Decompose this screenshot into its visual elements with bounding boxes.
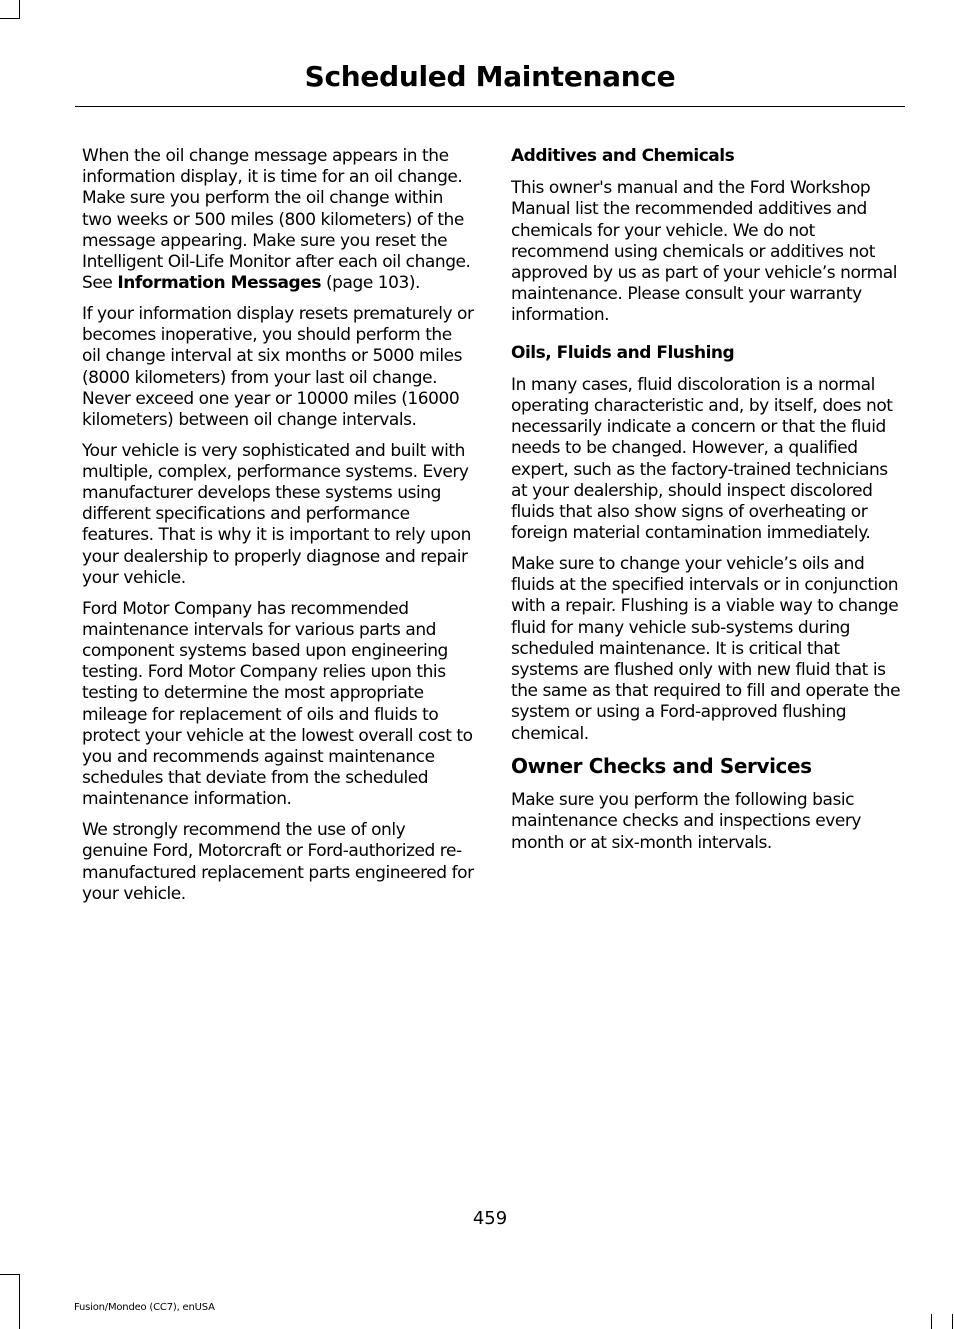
header-divider [75, 106, 905, 107]
oil-change-message-paragraph [82, 146, 474, 294]
owner-checks-paragraph: Make sure you perform the following basic maintenance checks and inspections every month or at six-month intervals. [511, 790, 861, 853]
crop-mark-bottom-left-horizontal [0, 1274, 20, 1275]
fluid-discoloration-paragraph: In many cases, fluid discoloration is a normal operating characteristic and, by itself, does not necessarily indicate a concern or that the fluid needs to be changed. However, a qualified expert, such as the factory-trained technicians at your dealership, should inspect discolored fluids that also show signs of overheating or foreign material contamination immediately. [511, 374, 893, 544]
additives-heading: Additives and Chemicals [511, 146, 735, 166]
crop-mark-top-left-horizontal [0, 18, 20, 19]
oil-change-message-text: When the oil change message appears in the information display, it is time for an oil change. Make sure you perform the oil change within two weeks or 500 miles (800 kilometers) of the message appearing. Make sure you reset the Intelligent Oil-Life Monitor after each oil change. See [82, 146, 471, 294]
page-number: 459 [472, 1208, 508, 1229]
genuine-parts-paragraph: We strongly recommend the use of only genuine Ford, Motorcraft or Ford-authorized re-manufactured replacement parts engineered for your vehicle. [82, 820, 474, 904]
oils-fluids-heading: Oils, Fluids and Flushing [511, 342, 735, 363]
right-column [511, 146, 904, 863]
additives-paragraph: This owner's manual and the Ford Workshop Manual list the recommended additives and chemicals for your vehicle. We do not recommend using chemicals or additives not approved by us as part of your vehicle’s normal maintenance. Please consult your warranty information. [511, 178, 898, 326]
display-reset-paragraph: If your information display resets prematurely or becomes inoperative, you should perform the oil change interval at six months or 5000 miles (8000 kilometers) from your last oil change. Never exceed one year or 10000 miles (16000 kilometers) between oil change intervals. [82, 303, 474, 430]
page-reference-text: (page 103). [321, 273, 421, 294]
crop-mark-bottom-right-vertical-a [931, 1314, 932, 1329]
crop-mark-bottom-right-vertical-b [952, 1314, 953, 1329]
fluid-change-paragraph: Make sure to change your vehicle’s oils and fluids at the specified intervals or in conjunction with a repair. Flushing is a viable way to change fluid for many vehicle sub-systems during scheduled maintenance. It is critical that systems are flushed only with new fluid that is the same as that required to fill and operate the system or using a Ford-approved flushing chemical. [511, 553, 901, 744]
crop-mark-bottom-left-vertical [19, 1274, 20, 1329]
information-messages-link[interactable]: Information Messages [117, 273, 322, 294]
document-id: Fusion/Mondeo (CC7), enUSA [74, 1302, 215, 1313]
left-column [82, 146, 474, 914]
maintenance-intervals-paragraph: Ford Motor Company has recommended maintenance intervals for various parts and component systems based upon engineering testing. Ford Motor Company relies upon this testing to determine the most appropriate mileage for replacement of oils and fluids to protect your vehicle at the lowest overall cost to you and recommends against maintenance schedules that deviate from the scheduled maintenance information. [82, 598, 473, 810]
page-title: Scheduled Maintenance [304, 60, 676, 93]
crop-mark-top-left-vertical [19, 0, 20, 18]
sophisticated-vehicle-paragraph: Your vehicle is very sophisticated and built with multiple, complex, performance systems. Every manufacturer develops these systems using different specifications and performance features. That is why it is important to rely upon your dealership to properly diagnose and repair your vehicle. [82, 440, 471, 588]
owner-checks-heading: Owner Checks and Services [511, 754, 812, 779]
